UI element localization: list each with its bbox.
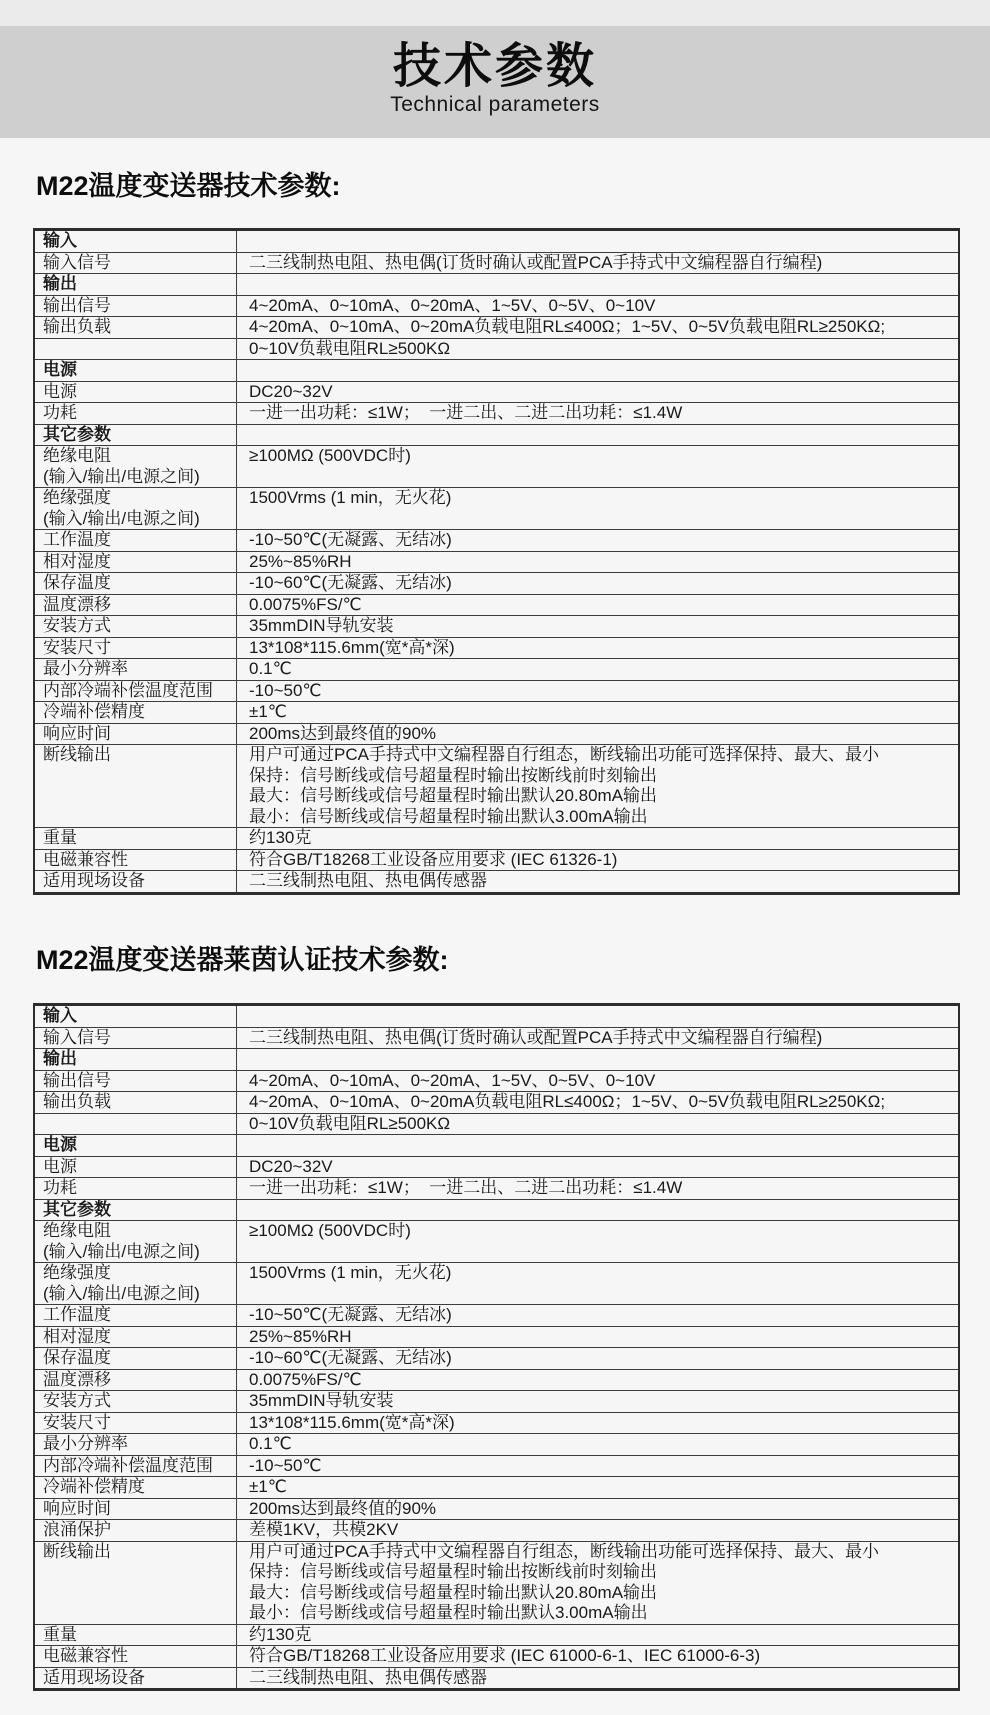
value-line: 0~10V负载电阻RL≥500KΩ: [249, 338, 451, 358]
row-label-cell: [35, 425, 237, 446]
row-value-cell: [237, 659, 958, 680]
table-row: [35, 1070, 958, 1092]
table-row: [35, 424, 958, 446]
row-value-cell: [237, 1625, 958, 1646]
row-label-cell: [35, 317, 237, 338]
label-line: 安装方式: [43, 1391, 111, 1410]
table-row: [35, 1262, 958, 1304]
table-row: [35, 273, 958, 295]
row-value-cell: [237, 1006, 958, 1027]
row-value-cell: [237, 1305, 958, 1326]
row-label-cell: [35, 1157, 237, 1178]
row-value-cell: [237, 530, 958, 551]
row-value-cell: [237, 1434, 958, 1455]
value-line: 二三线制热电阻、热电偶(订货时确认或配置PCA手持式中文编程器自行编程): [249, 1027, 823, 1047]
row-value-cell: [237, 317, 958, 338]
value-line: 最大：信号断线或信号超量程时输出默认20.80mA输出: [249, 786, 658, 805]
value-line: 0.0075%FS/℃: [249, 1369, 362, 1389]
label-line: 绝缘强度: [43, 488, 111, 507]
table-row: [35, 1667, 958, 1689]
label-line: 电磁兼容性: [43, 1646, 128, 1665]
row-label-cell: [35, 1135, 237, 1156]
row-label-cell: [35, 231, 237, 252]
table-row: [35, 1519, 958, 1541]
row-label-cell: [35, 1327, 237, 1348]
value-line: 25%~85%RH: [249, 551, 352, 571]
row-value-cell: [237, 871, 958, 892]
value-line: 最小：信号断线或信号超量程时输出默认3.00mA输出: [249, 1603, 648, 1622]
table-row: [35, 252, 958, 274]
label-line: [43, 1114, 230, 1135]
value-line: 约130克: [249, 1624, 312, 1644]
label-line: 冷端补偿精度: [43, 702, 145, 721]
table-row: [35, 1326, 958, 1348]
label-line: 冷端补偿精度: [43, 1477, 145, 1496]
row-label-cell: [35, 1092, 237, 1113]
row-label-cell: [35, 360, 237, 381]
value-line: ≥100MΩ (500VDC时): [249, 446, 411, 465]
table-row: [35, 1134, 958, 1156]
value-line: [249, 1049, 950, 1070]
label-line: 电源: [43, 360, 77, 379]
label-line: 输入信号: [43, 1027, 111, 1047]
value-line: 25%~85%RH: [249, 1326, 352, 1346]
value-line: 差模1KV，共模2KV: [249, 1520, 399, 1539]
row-label-cell: [35, 1542, 237, 1624]
value-line: -10~50℃: [249, 680, 322, 700]
table-row: [35, 402, 958, 424]
row-label-cell: [35, 382, 237, 403]
value-line: [249, 274, 950, 295]
table-row: [35, 551, 958, 573]
row-value-cell: [237, 1049, 958, 1070]
table-row: [35, 1498, 958, 1520]
label-line: 保存温度: [43, 1348, 111, 1367]
value-line: 一进一出功耗：≤1W； 一进二出、二进二出功耗：≤1.4W: [249, 1178, 683, 1197]
table-row: [35, 637, 958, 659]
row-value-cell: [237, 1114, 958, 1135]
label-line: 工作温度: [43, 530, 111, 549]
row-label-cell: [35, 403, 237, 424]
value-line: 35mmDIN导轨安装: [249, 616, 394, 635]
row-label-cell: [35, 1114, 237, 1135]
value-line: 1500Vrms (1 min，无火花): [249, 1263, 452, 1282]
value-line: 用户可通过PCA手持式中文编程器自行组态，断线输出功能可选择保持、最大、最小: [249, 745, 879, 764]
value-line: ±1℃: [249, 702, 287, 721]
row-label-cell: [35, 1646, 237, 1667]
label-line: (输入/输出/电源之间): [43, 466, 200, 486]
value-line: 一进一出功耗：≤1W； 一进二出、二进二出功耗：≤1.4W: [249, 403, 683, 422]
page-title: 技术参数: [392, 40, 597, 93]
value-line: 保持：信号断线或信号超量程时输出按断线前时刻输出: [249, 765, 657, 785]
label-line: 重量: [43, 1624, 77, 1644]
row-label-cell: [35, 1263, 237, 1304]
row-label-cell: [35, 488, 237, 529]
label-line: 安装方式: [43, 616, 111, 635]
row-value-cell: [237, 1092, 958, 1113]
row-label-cell: [35, 1625, 237, 1646]
row-label-cell: [35, 446, 237, 487]
row-value-cell: [237, 1477, 958, 1498]
row-label-cell: [35, 1520, 237, 1541]
value-line: 用户可通过PCA手持式中文编程器自行组态，断线输出功能可选择保持、最大、最小: [249, 1541, 879, 1561]
label-line: (输入/输出/电源之间): [43, 508, 200, 528]
label-line: 输出信号: [43, 1070, 111, 1090]
row-label-cell: [35, 339, 237, 360]
table-row: [35, 1433, 958, 1455]
value-line: 1500Vrms (1 min，无火花): [249, 488, 452, 507]
value-line: 0~10V负载电阻RL≥500KΩ: [249, 1113, 451, 1133]
table-row: [35, 680, 958, 702]
label-line: 输入: [43, 231, 77, 250]
value-line: -10~60℃(无凝露、无结冰): [249, 573, 452, 592]
row-label-cell: [35, 296, 237, 317]
row-label-cell: [35, 595, 237, 616]
row-value-cell: [237, 231, 958, 252]
value-line: [249, 1200, 950, 1221]
value-line: -10~50℃: [249, 1455, 322, 1475]
row-value-cell: [237, 850, 958, 871]
label-line: 相对湿度: [43, 551, 111, 571]
row-value-cell: [237, 552, 958, 573]
table-row: [35, 1476, 958, 1498]
spec-table-m22-standard: [33, 228, 960, 895]
row-label-cell: [35, 1348, 237, 1369]
value-line: 200ms达到最终值的90%: [249, 1498, 437, 1518]
table-row: [35, 658, 958, 680]
table-row: [35, 1455, 958, 1477]
row-label-cell: [35, 1028, 237, 1049]
label-line: 电磁兼容性: [43, 849, 128, 869]
table-row: [35, 1304, 958, 1326]
value-line: 13*108*115.6mm(宽*高*深): [249, 637, 455, 657]
table-row: [35, 827, 958, 849]
label-line: 绝缘强度: [43, 1263, 111, 1282]
row-label-cell: [35, 616, 237, 637]
table-row: [35, 1390, 958, 1412]
label-line: 内部冷端补偿温度范围: [43, 680, 213, 700]
row-value-cell: [237, 296, 958, 317]
table-row: [35, 445, 958, 487]
value-line: 符合GB/T18268工业设备应用要求 (IEC 61000-6-1、IEC 61000-6-3): [249, 1646, 761, 1665]
value-line: [249, 425, 950, 446]
table-row: [35, 615, 958, 637]
row-value-cell: [237, 403, 958, 424]
table-row: [35, 295, 958, 317]
row-value-cell: [237, 1071, 958, 1092]
value-line: 0.0075%FS/℃: [249, 594, 362, 614]
label-line: 输出信号: [43, 295, 111, 315]
table-row: [35, 1645, 958, 1667]
row-label-cell: [35, 1413, 237, 1434]
row-value-cell: [237, 1391, 958, 1412]
label-line: 绝缘电阻: [43, 1221, 111, 1240]
row-value-cell: [237, 253, 958, 274]
row-value-cell: [237, 595, 958, 616]
label-line: 内部冷端补偿温度范围: [43, 1455, 213, 1475]
table-row: [35, 1048, 958, 1070]
label-line: 电源: [43, 381, 77, 401]
row-value-cell: [237, 638, 958, 659]
table-row: [35, 744, 958, 827]
label-line: 其它参数: [43, 1199, 111, 1219]
label-line: 断线输出: [43, 745, 111, 764]
value-line: [249, 1135, 950, 1156]
label-line: [43, 339, 230, 360]
value-line: -10~50℃(无凝露、无结冰): [249, 1305, 452, 1324]
value-line: 4~20mA、0~10mA、0~20mA、1~5V、0~5V、0~10V: [249, 295, 656, 315]
row-label-cell: [35, 1456, 237, 1477]
label-line: 最小分辨率: [43, 1434, 128, 1453]
value-line: 约130克: [249, 828, 312, 847]
table-row: [35, 723, 958, 745]
label-line: 相对湿度: [43, 1326, 111, 1346]
row-label-cell: [35, 1200, 237, 1221]
row-label-cell: [35, 1391, 237, 1412]
table-row: [35, 1624, 958, 1646]
value-line: 最大：信号断线或信号超量程时输出默认20.80mA输出: [249, 1582, 658, 1602]
label-line: 温度漂移: [43, 1369, 111, 1389]
row-label-cell: [35, 573, 237, 594]
table-row: [35, 1156, 958, 1178]
table-row: [35, 1369, 958, 1391]
section-title-m22-rheinland: M22温度变送器莱茵认证技术参数:: [36, 945, 449, 975]
value-line: 4~20mA、0~10mA、0~20mA、1~5V、0~5V、0~10V: [249, 1070, 656, 1090]
label-line: (输入/输出/电源之间): [43, 1241, 200, 1261]
row-value-cell: [237, 1668, 958, 1689]
row-value-cell: [237, 488, 958, 529]
row-label-cell: [35, 274, 237, 295]
label-line: (输入/输出/电源之间): [43, 1283, 200, 1303]
row-label-cell: [35, 871, 237, 892]
label-line: 输入信号: [43, 252, 111, 272]
row-value-cell: [237, 1157, 958, 1178]
label-line: 响应时间: [43, 1498, 111, 1518]
row-value-cell: [237, 1221, 958, 1262]
page-subtitle: Technical parameters: [390, 93, 600, 116]
row-value-cell: [237, 382, 958, 403]
row-label-cell: [35, 1049, 237, 1070]
table-row: [35, 359, 958, 381]
row-label-cell: [35, 253, 237, 274]
value-line: 最小：信号断线或信号超量程时输出默认3.00mA输出: [249, 806, 648, 826]
table-row: [35, 870, 958, 892]
table-row: [35, 1113, 958, 1135]
label-line: 最小分辨率: [43, 659, 128, 678]
value-line: [249, 360, 950, 381]
label-line: 工作温度: [43, 1305, 111, 1324]
table-row: [35, 594, 958, 616]
row-value-cell: [237, 1200, 958, 1221]
row-value-cell: [237, 1135, 958, 1156]
row-value-cell: [237, 339, 958, 360]
row-label-cell: [35, 828, 237, 849]
label-line: 安装尺寸: [43, 637, 111, 657]
row-value-cell: [237, 1263, 958, 1304]
row-value-cell: [237, 1520, 958, 1541]
value-line: 二三线制热电阻、热电偶传感器: [249, 1667, 487, 1687]
table-row: [35, 529, 958, 551]
label-line: 电源: [43, 1135, 77, 1154]
row-value-cell: [237, 724, 958, 745]
label-line: 适用现场设备: [43, 1667, 145, 1687]
row-value-cell: [237, 1327, 958, 1348]
row-value-cell: [237, 681, 958, 702]
table-row: [35, 1412, 958, 1434]
row-label-cell: [35, 724, 237, 745]
value-line: 35mmDIN导轨安装: [249, 1391, 394, 1410]
label-line: 保存温度: [43, 573, 111, 592]
label-line: 功耗: [43, 1178, 77, 1197]
table-row: [35, 1199, 958, 1221]
value-line: 二三线制热电阻、热电偶传感器: [249, 871, 487, 890]
row-label-cell: [35, 1071, 237, 1092]
label-line: 功耗: [43, 403, 77, 422]
row-value-cell: [237, 1499, 958, 1520]
value-line: 0.1℃: [249, 659, 292, 678]
row-label-cell: [35, 702, 237, 723]
row-value-cell: [237, 1370, 958, 1391]
row-label-cell: [35, 1499, 237, 1520]
label-line: 断线输出: [43, 1541, 111, 1561]
table-row: [35, 487, 958, 529]
value-line: -10~50℃(无凝露、无结冰): [249, 530, 452, 549]
row-label-cell: [35, 552, 237, 573]
label-line: 输出: [43, 274, 77, 293]
value-line: DC20~32V: [249, 1156, 333, 1176]
row-value-cell: [237, 1028, 958, 1049]
row-value-cell: [237, 828, 958, 849]
row-label-cell: [35, 638, 237, 659]
table-row: [35, 231, 958, 252]
value-line: DC20~32V: [249, 381, 333, 401]
row-value-cell: [237, 425, 958, 446]
row-label-cell: [35, 659, 237, 680]
row-value-cell: [237, 745, 958, 827]
row-label-cell: [35, 1006, 237, 1027]
label-line: 电源: [43, 1156, 77, 1176]
row-label-cell: [35, 1668, 237, 1689]
table-row: [35, 316, 958, 338]
value-line: ≥100MΩ (500VDC时): [249, 1221, 411, 1240]
table-row: [35, 1541, 958, 1624]
label-line: 输入: [43, 1006, 77, 1025]
table-row: [35, 381, 958, 403]
label-line: 浪涌保护: [43, 1520, 111, 1539]
row-value-cell: [237, 573, 958, 594]
section-title-m22-standard: M22温度变送器技术参数:: [36, 171, 341, 201]
label-line: 适用现场设备: [43, 871, 145, 890]
row-label-cell: [35, 1370, 237, 1391]
value-line: -10~60℃(无凝露、无结冰): [249, 1348, 452, 1367]
table-row: [35, 338, 958, 360]
table-row: [35, 849, 958, 871]
row-value-cell: [237, 1413, 958, 1434]
value-line: ±1℃: [249, 1477, 287, 1496]
value-line: 符合GB/T18268工业设备应用要求 (IEC 61326-1): [249, 849, 618, 869]
row-label-cell: [35, 1434, 237, 1455]
label-line: 输出负载: [43, 317, 111, 336]
row-value-cell: [237, 274, 958, 295]
label-line: 响应时间: [43, 723, 111, 743]
label-line: 输出: [43, 1049, 77, 1068]
label-line: 其它参数: [43, 424, 111, 444]
row-label-cell: [35, 1305, 237, 1326]
value-line: 4~20mA、0~10mA、0~20mA负载电阻RL≤400Ω；1~5V、0~5V负载电阻RL≥250KΩ;: [249, 1092, 886, 1111]
value-line: 保持：信号断线或信号超量程时输出按断线前时刻输出: [249, 1562, 657, 1581]
label-line: 温度漂移: [43, 594, 111, 614]
row-label-cell: [35, 1221, 237, 1262]
spec-table-m22-rheinland: [33, 1003, 960, 1691]
table-row: [35, 1027, 958, 1049]
row-value-cell: [237, 1542, 958, 1624]
row-value-cell: [237, 616, 958, 637]
label-line: 输出负载: [43, 1092, 111, 1111]
row-label-cell: [35, 681, 237, 702]
value-line: [249, 1006, 950, 1027]
value-line: 13*108*115.6mm(宽*高*深): [249, 1412, 455, 1432]
row-label-cell: [35, 850, 237, 871]
row-value-cell: [237, 1348, 958, 1369]
table-row: [35, 1177, 958, 1199]
row-label-cell: [35, 1178, 237, 1199]
label-line: 重量: [43, 828, 77, 847]
row-value-cell: [237, 360, 958, 381]
row-label-cell: [35, 745, 237, 827]
table-row: [35, 572, 958, 594]
row-value-cell: [237, 1646, 958, 1667]
row-value-cell: [237, 1456, 958, 1477]
value-line: 二三线制热电阻、热电偶(订货时确认或配置PCA手持式中文编程器自行编程): [249, 252, 823, 272]
row-label-cell: [35, 530, 237, 551]
row-value-cell: [237, 1178, 958, 1199]
row-label-cell: [35, 1477, 237, 1498]
table-row: [35, 1347, 958, 1369]
value-line: [249, 231, 950, 252]
header-band: [0, 26, 990, 138]
table-row: [35, 1091, 958, 1113]
row-value-cell: [237, 702, 958, 723]
label-line: 安装尺寸: [43, 1412, 111, 1432]
value-line: 4~20mA、0~10mA、0~20mA负载电阻RL≤400Ω；1~5V、0~5V负载电阻RL≥250KΩ;: [249, 317, 886, 336]
table-row: [35, 1220, 958, 1262]
table-row: [35, 701, 958, 723]
value-line: 200ms达到最终值的90%: [249, 723, 437, 743]
row-value-cell: [237, 446, 958, 487]
table-row: [35, 1006, 958, 1027]
label-line: 绝缘电阻: [43, 446, 111, 465]
value-line: 0.1℃: [249, 1434, 292, 1453]
top-strip: [0, 0, 990, 26]
